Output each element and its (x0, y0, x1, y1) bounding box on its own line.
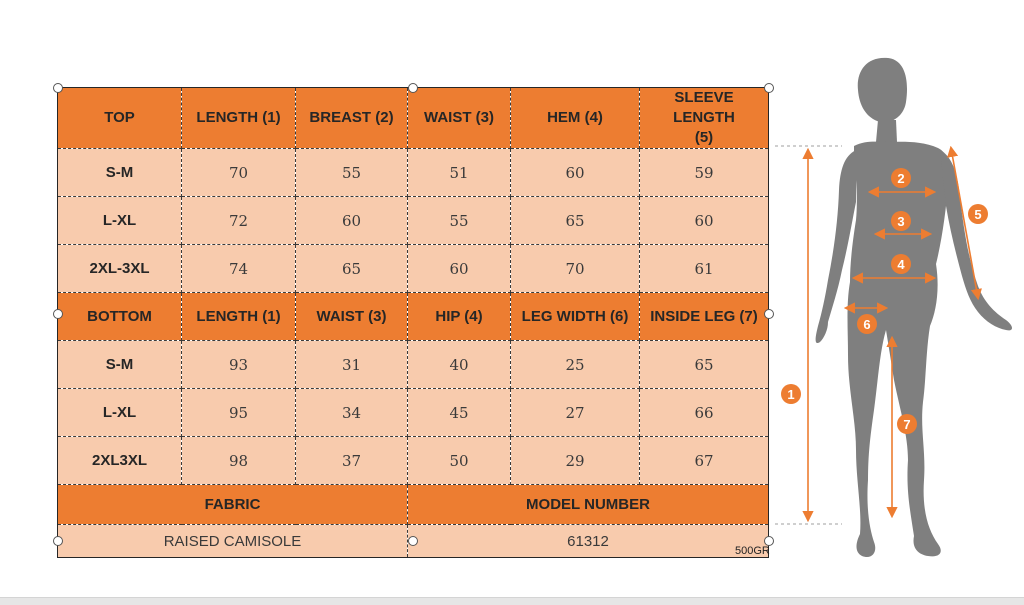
weight-note: 500GR (735, 545, 770, 557)
value-cell: 66 (640, 389, 769, 437)
top-header-row (58, 88, 769, 149)
header-waist: WAIST (3) (296, 293, 408, 341)
body-measurement-figure (770, 50, 1020, 580)
header-length: LENGTH (1) (182, 88, 296, 149)
value-cell: 29 (511, 437, 640, 485)
resize-handle-bottom-middle[interactable] (408, 536, 418, 546)
header-top: TOP (58, 88, 182, 149)
header-inside-leg: INSIDE LEG (7) (640, 293, 769, 341)
value-cell: 60 (296, 197, 408, 245)
value-cell: 37 (296, 437, 408, 485)
info-header-row (58, 485, 769, 525)
table-row (58, 149, 769, 197)
header-waist: WAIST (3) (408, 88, 511, 149)
header-bottom: BOTTOM (58, 293, 182, 341)
value-cell: 40 (408, 341, 511, 389)
value-cell: 50 (408, 437, 511, 485)
header-leg-width: LEG WIDTH (6) (511, 293, 640, 341)
value-cell: 65 (296, 245, 408, 293)
marker-4 (891, 254, 911, 274)
value-cell: 65 (511, 197, 640, 245)
svg-text:2: 2 (897, 171, 905, 186)
value-cell: 51 (408, 149, 511, 197)
value-cell: 93 (182, 341, 296, 389)
value-cell: 55 (296, 149, 408, 197)
resize-handle-top-left[interactable] (53, 83, 63, 93)
size-cell: S-M (58, 149, 182, 197)
size-cell: 2XL-3XL (58, 245, 182, 293)
value-cell: 60 (640, 197, 769, 245)
resize-handle-top-middle[interactable] (408, 83, 418, 93)
value-cell: 60 (408, 245, 511, 293)
value-cell: 55 (408, 197, 511, 245)
bottom-header-row (58, 293, 769, 341)
value-cell: 74 (182, 245, 296, 293)
value-cell: 70 (182, 149, 296, 197)
model-number-label: MODEL NUMBER (408, 485, 769, 525)
value-cell: 34 (296, 389, 408, 437)
resize-handle-bottom-left[interactable] (53, 536, 63, 546)
value-cell: 27 (511, 389, 640, 437)
marker-3 (891, 211, 911, 231)
marker-5 (968, 204, 988, 224)
value-cell: 95 (182, 389, 296, 437)
value-cell: 45 (408, 389, 511, 437)
svg-text:4: 4 (897, 257, 905, 272)
header-hem: HEM (4) (511, 88, 640, 149)
model-number-value: 61312 (408, 525, 769, 558)
header-sleeve-length: SLEEVE LENGTH (5) (640, 88, 769, 149)
value-cell: 59 (640, 149, 769, 197)
size-cell: L-XL (58, 197, 182, 245)
size-cell: S-M (58, 341, 182, 389)
header-breast: BREAST (2) (296, 88, 408, 149)
value-cell: 72 (182, 197, 296, 245)
value-cell: 65 (640, 341, 769, 389)
value-cell: 70 (511, 245, 640, 293)
value-cell: 25 (511, 341, 640, 389)
fabric-label: FABRIC (58, 485, 408, 525)
value-cell: 61 (640, 245, 769, 293)
svg-text:7: 7 (903, 417, 911, 432)
svg-text:3: 3 (897, 214, 905, 229)
body-silhouette (816, 58, 1012, 557)
table-row (58, 197, 769, 245)
header-length: LENGTH (1) (182, 293, 296, 341)
marker-1 (781, 384, 801, 404)
header-hip: HIP (4) (408, 293, 511, 341)
table-row (58, 245, 769, 293)
value-cell: 67 (640, 437, 769, 485)
svg-text:5: 5 (974, 207, 982, 222)
marker-2 (891, 168, 911, 188)
value-cell: 60 (511, 149, 640, 197)
table-row (58, 341, 769, 389)
size-chart-table (57, 87, 769, 558)
table-row (58, 437, 769, 485)
marker-7 (897, 414, 917, 434)
fabric-value: RAISED CAMISOLE (58, 525, 408, 558)
resize-handle-middle-left[interactable] (53, 309, 63, 319)
size-cell: L-XL (58, 389, 182, 437)
table-row (58, 389, 769, 437)
marker-6 (857, 314, 877, 334)
svg-text:1: 1 (787, 387, 795, 402)
value-cell: 98 (182, 437, 296, 485)
svg-text:6: 6 (863, 317, 871, 332)
value-cell: 31 (296, 341, 408, 389)
size-cell: 2XL3XL (58, 437, 182, 485)
